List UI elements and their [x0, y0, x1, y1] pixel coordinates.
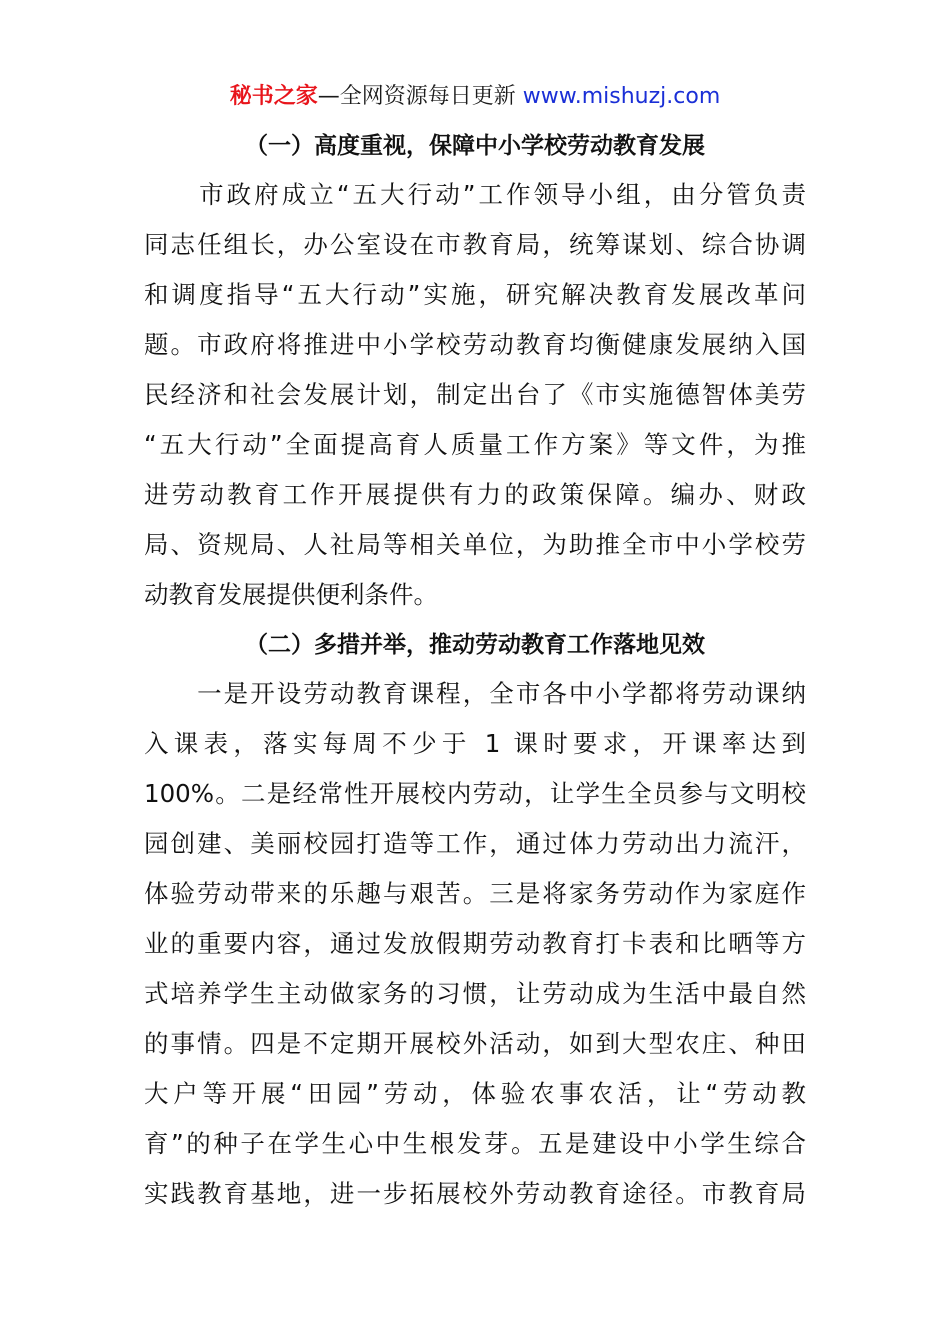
- paragraph-line: 的事情。四是不定期开展校外活动，如到大型农庄、种田: [144, 1029, 806, 1058]
- paragraph-line: 100%。二是经常性开展校内劳动，让学生全员参与文明校: [144, 779, 806, 808]
- paragraph-line: “五大行动”全面提高育人质量工作方案》等文件，为推: [144, 430, 806, 459]
- paragraph-line: 大户等开展“田园”劳动，体验农事农活，让“劳动教: [144, 1079, 806, 1108]
- site-url-link[interactable]: www.mishuzj.com: [522, 84, 721, 109]
- paragraph-line: 和调度指导“五大行动”实施，研究解决教育发展改革问: [144, 280, 806, 309]
- paragraph-line: 题。市政府将推进中小学校劳动教育均衡健康发展纳入国: [144, 330, 806, 359]
- paragraph-line: 局、资规局、人社局等相关单位，为助推全市中小学校劳: [144, 530, 806, 559]
- paragraph-line: 进劳动教育工作开展提供有力的政策保障。编办、财政: [144, 480, 806, 509]
- paragraph-line: 育”的种子在学生心中生根发芽。五是建设中小学生综合: [144, 1129, 806, 1158]
- paragraph-line: 一是开设劳动教育课程，全市各中小学都将劳动课纳: [144, 679, 806, 708]
- paragraph-line: 入课表，落实每周不少于 1 课时要求，开课率达到: [144, 729, 806, 758]
- section-heading-2: （二）多措并举，推动劳动教育工作落地见效: [245, 632, 705, 658]
- paragraph-line: 民经济和社会发展计划，制定出台了《市实施德智体美劳: [144, 380, 806, 409]
- paragraph-line: 体验劳动带来的乐趣与艰苦。三是将家务劳动作为家庭作: [144, 879, 806, 908]
- site-header: [0, 80, 950, 114]
- paragraph-line: 市政府成立“五大行动”工作领导小组，由分管负责: [144, 180, 806, 209]
- site-tagline: —全网资源每日更新: [317, 84, 523, 109]
- paragraph-line: 式培养学生主动做家务的习惯，让劳动成为生活中最自然: [144, 979, 806, 1008]
- paragraph-line: 同志任组长，办公室设在市教育局，统筹谋划、综合协调: [144, 230, 806, 259]
- site-brand: 秘书之家: [229, 84, 318, 109]
- paragraph-line: 实践教育基地，进一步拓展校外劳动教育途径。市教育局: [144, 1179, 806, 1208]
- paragraph-line: 业的重要内容，通过发放假期劳动教育打卡表和比晒等方: [144, 929, 806, 958]
- paragraph-line: 动教育发展提供便利条件。: [144, 580, 438, 609]
- paragraph-line: 园创建、美丽校园打造等工作，通过体力劳动出力流汗，: [144, 829, 806, 858]
- section-heading-1: （一）高度重视，保障中小学校劳动教育发展: [245, 133, 705, 159]
